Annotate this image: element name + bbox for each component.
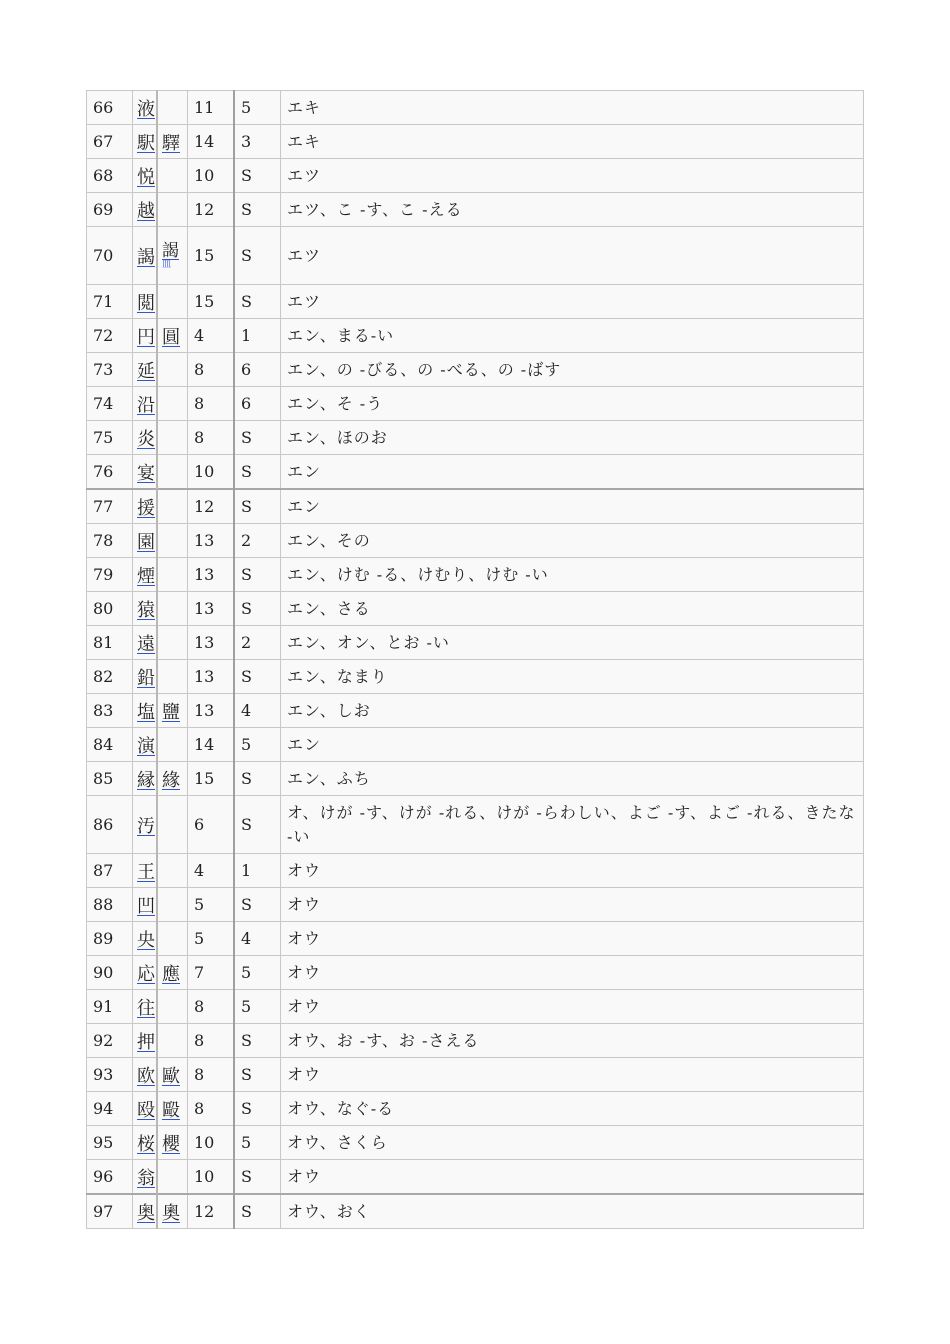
old-form-cell (157, 489, 188, 524)
grade: 4 (234, 694, 281, 728)
stroke-count: 7 (188, 956, 235, 990)
old-form-cell (157, 626, 188, 660)
kanji-link[interactable]: 液 (137, 98, 155, 120)
kanji-link[interactable]: 宴 (137, 462, 155, 484)
grade: 5 (234, 728, 281, 762)
old-form-cell (157, 660, 188, 694)
readings: エツ、こ -す、こ -える (281, 193, 864, 227)
grade: S (234, 558, 281, 592)
readings: オ、けが -す、けが -れる、けが -らわしい、よご -す、よご -れる、きたな -い (281, 796, 864, 854)
stroke-count: 12 (188, 489, 235, 524)
table-row (87, 888, 864, 922)
table-row (87, 91, 864, 125)
table-row (87, 353, 864, 387)
kanji-link[interactable]: 駅 (137, 132, 155, 154)
grade: S (234, 421, 281, 455)
old-form-cell (157, 421, 188, 455)
old-form-cell (157, 1126, 188, 1160)
kanji-cell (133, 762, 158, 796)
kanji-link[interactable]: 遠 (137, 633, 155, 655)
table-row (87, 694, 864, 728)
table-row (87, 1160, 864, 1195)
old-form-cell (157, 524, 188, 558)
stroke-count: 12 (188, 193, 235, 227)
readings: エン、しお (281, 694, 864, 728)
readings: エキ (281, 125, 864, 159)
row-number: 89 (87, 922, 133, 956)
kanji-link[interactable]: 園 (137, 531, 155, 553)
old-form-cell (157, 387, 188, 421)
grade: S (234, 285, 281, 319)
grade: S (234, 796, 281, 854)
row-number: 86 (87, 796, 133, 854)
stroke-count: 13 (188, 626, 235, 660)
kanji-cell (133, 489, 158, 524)
table-row (87, 227, 864, 285)
table-row (87, 387, 864, 421)
kanji-link[interactable]: 煙 (137, 565, 155, 587)
kanji-cell (133, 1092, 158, 1126)
kanji-cell (133, 159, 158, 193)
table-row (87, 854, 864, 888)
kanji-link[interactable]: 桜 (137, 1133, 155, 1155)
kanji-link[interactable]: 沿 (137, 394, 155, 416)
table-row (87, 796, 864, 854)
grade: 1 (234, 319, 281, 353)
kanji-cell (133, 854, 158, 888)
readings: エン、そ -う (281, 387, 864, 421)
kanji-cell (133, 319, 158, 353)
kanji-link[interactable]: 汚 (137, 815, 155, 837)
stroke-count: 13 (188, 558, 235, 592)
kanji-link[interactable]: 鉛 (137, 667, 155, 689)
old-form-kanji-link[interactable]: 圓 (162, 326, 180, 348)
table-row (87, 1058, 864, 1092)
readings: エン、けむ -る、けむり、けむ -い (281, 558, 864, 592)
row-number: 74 (87, 387, 133, 421)
readings: エン、まる-い (281, 319, 864, 353)
grade: S (234, 1058, 281, 1092)
old-form-kanji-link[interactable]: 應 (162, 963, 180, 985)
stroke-count: 14 (188, 728, 235, 762)
readings: エン、ほのお (281, 421, 864, 455)
table-row (87, 558, 864, 592)
kanji-link[interactable]: 猿 (137, 599, 155, 621)
old-form-cell (157, 159, 188, 193)
grade: S (234, 227, 281, 285)
old-form-kanji-link[interactable]: 奧 (162, 1202, 180, 1224)
table-row (87, 592, 864, 626)
grade: 6 (234, 387, 281, 421)
grade: 6 (234, 353, 281, 387)
stroke-count: 8 (188, 1092, 235, 1126)
readings: オウ、おく (281, 1194, 864, 1229)
grade: 2 (234, 626, 281, 660)
table-row (87, 1092, 864, 1126)
kanji-cell (133, 1194, 158, 1229)
table-row (87, 922, 864, 956)
stroke-count: 8 (188, 1024, 235, 1058)
kanji-link[interactable]: 殴 (137, 1099, 155, 1121)
old-form-cell (157, 796, 188, 854)
kanji-cell (133, 888, 158, 922)
kanji-table (86, 90, 864, 1229)
kanji-cell (133, 660, 158, 694)
kanji-cell (133, 1126, 158, 1160)
grade: S (234, 489, 281, 524)
stroke-count: 8 (188, 387, 235, 421)
grade: 4 (234, 922, 281, 956)
row-number: 94 (87, 1092, 133, 1126)
grade: S (234, 762, 281, 796)
row-number: 70 (87, 227, 133, 285)
row-number: 76 (87, 455, 133, 490)
row-number: 80 (87, 592, 133, 626)
old-form-kanji-link[interactable]: 櫻 (162, 1133, 180, 1155)
readings: エキ (281, 91, 864, 125)
readings: エン、オン、とお -い (281, 626, 864, 660)
kanji-cell (133, 524, 158, 558)
stroke-count: 13 (188, 660, 235, 694)
kanji-link[interactable]: 延 (137, 360, 155, 382)
stroke-count: 13 (188, 694, 235, 728)
old-form-kanji-link[interactable]: 謁 (162, 241, 179, 261)
table-row (87, 728, 864, 762)
grade: 5 (234, 91, 281, 125)
row-number: 82 (87, 660, 133, 694)
stroke-count: 4 (188, 854, 235, 888)
kanji-cell (133, 694, 158, 728)
table-row (87, 125, 864, 159)
kanji-cell (133, 1024, 158, 1058)
old-form-cell (157, 694, 188, 728)
stroke-count: 10 (188, 1126, 235, 1160)
row-number: 92 (87, 1024, 133, 1058)
old-form-kanji-link[interactable]: 緣 (162, 769, 180, 791)
kanji-cell (133, 91, 158, 125)
table-row (87, 626, 864, 660)
table-row (87, 421, 864, 455)
readings: オウ (281, 854, 864, 888)
kanji-cell (133, 626, 158, 660)
old-form-cell (157, 353, 188, 387)
grade: S (234, 592, 281, 626)
kanji-cell (133, 353, 158, 387)
readings: エン、さる (281, 592, 864, 626)
kanji-link[interactable]: 円 (137, 326, 155, 348)
stroke-count: 10 (188, 455, 235, 490)
table-row (87, 1024, 864, 1058)
old-form-kanji-link[interactable]: 驛 (162, 132, 180, 154)
table-row (87, 1126, 864, 1160)
table-row (87, 489, 864, 524)
row-number: 96 (87, 1160, 133, 1195)
table-row (87, 455, 864, 490)
readings: エツ (281, 227, 864, 285)
old-form-cell (157, 319, 188, 353)
kanji-table-body (87, 91, 864, 1229)
old-form-cell (157, 1024, 188, 1058)
stroke-count: 15 (188, 285, 235, 319)
kanji-link[interactable]: 王 (137, 861, 155, 883)
kanji-cell (133, 796, 158, 854)
grade: S (234, 1092, 281, 1126)
readings: エン、ふち (281, 762, 864, 796)
stroke-count: 15 (188, 227, 235, 285)
old-form-cell (157, 558, 188, 592)
row-number: 97 (87, 1194, 133, 1229)
kanji-link[interactable]: 央 (137, 929, 155, 951)
grade: 5 (234, 990, 281, 1024)
readings: エン (281, 728, 864, 762)
readings: オウ (281, 922, 864, 956)
old-form-cell (157, 888, 188, 922)
old-form-cell (157, 922, 188, 956)
kanji-link[interactable]: 援 (137, 497, 155, 519)
readings: オウ、お -す、お -さえる (281, 1024, 864, 1058)
kanji-cell (133, 558, 158, 592)
kanji-cell (133, 592, 158, 626)
row-number: 91 (87, 990, 133, 1024)
old-form-kanji-link[interactable]: 毆 (162, 1099, 180, 1121)
stroke-count: 10 (188, 159, 235, 193)
old-form-cell (157, 1194, 188, 1229)
kanji-link[interactable]: 塩 (137, 701, 155, 723)
row-number: 75 (87, 421, 133, 455)
row-number: 73 (87, 353, 133, 387)
kanji-cell (133, 922, 158, 956)
table-row (87, 956, 864, 990)
grade: 5 (234, 1126, 281, 1160)
old-form-cell (157, 956, 188, 990)
readings: オウ (281, 990, 864, 1024)
kanji-cell (133, 728, 158, 762)
row-number: 87 (87, 854, 133, 888)
readings: エン (281, 455, 864, 490)
stroke-count: 8 (188, 990, 235, 1024)
stroke-count: 11 (188, 91, 235, 125)
readings: オウ、さくら (281, 1126, 864, 1160)
old-form-cell (157, 227, 188, 285)
kanji-link[interactable]: 悦 (137, 166, 155, 188)
readings: エン、なまり (281, 660, 864, 694)
readings: エン、その (281, 524, 864, 558)
row-number: 67 (87, 125, 133, 159)
row-number: 77 (87, 489, 133, 524)
row-number: 83 (87, 694, 133, 728)
table-row (87, 762, 864, 796)
grade: S (234, 193, 281, 227)
kanji-link[interactable]: 応 (137, 963, 155, 985)
readings: エツ (281, 285, 864, 319)
row-number: 90 (87, 956, 133, 990)
kanji-link[interactable]: 演 (137, 735, 155, 757)
stroke-count: 6 (188, 796, 235, 854)
old-form-cell (157, 91, 188, 125)
old-form-cell (157, 125, 188, 159)
kanji-cell (133, 1160, 158, 1195)
readings: オウ (281, 956, 864, 990)
readings: オウ (281, 1160, 864, 1195)
table-row (87, 524, 864, 558)
old-form-cell (157, 728, 188, 762)
grade: S (234, 455, 281, 490)
kanji-cell (133, 285, 158, 319)
row-number: 71 (87, 285, 133, 319)
old-form-kanji-link[interactable]: 歐 (162, 1065, 180, 1087)
grade: 2 (234, 524, 281, 558)
kanji-cell (133, 125, 158, 159)
readings: オウ (281, 1058, 864, 1092)
row-number: 78 (87, 524, 133, 558)
old-form-cell (157, 285, 188, 319)
readings: エツ (281, 159, 864, 193)
old-form-kanji-link[interactable]: 鹽 (162, 701, 180, 723)
kanji-link[interactable]: 縁 (137, 769, 155, 791)
grade: S (234, 888, 281, 922)
stroke-count: 8 (188, 421, 235, 455)
stroke-count: 15 (188, 762, 235, 796)
table-row (87, 159, 864, 193)
kanji-link[interactable]: 炎 (137, 428, 155, 450)
grade: S (234, 159, 281, 193)
row-number: 68 (87, 159, 133, 193)
grade: S (234, 1194, 281, 1229)
kanji-cell (133, 387, 158, 421)
old-form-cell (157, 193, 188, 227)
grade: 1 (234, 854, 281, 888)
kanji-link[interactable]: 謁 (137, 246, 155, 268)
table-row (87, 990, 864, 1024)
table-row (87, 193, 864, 227)
row-number: 66 (87, 91, 133, 125)
stroke-count: 8 (188, 1058, 235, 1092)
kanji-link[interactable]: 欧 (137, 1065, 155, 1087)
old-form-cell (157, 762, 188, 796)
stroke-count: 13 (188, 592, 235, 626)
kanji-cell (133, 990, 158, 1024)
kanji-link[interactable]: 奥 (137, 1202, 155, 1224)
kanji-link[interactable]: 押 (137, 1031, 155, 1053)
stroke-count: 13 (188, 524, 235, 558)
old-form-cell (157, 1160, 188, 1195)
stroke-count: 12 (188, 1194, 235, 1229)
grade: S (234, 1160, 281, 1195)
old-form-cell (157, 455, 188, 490)
stroke-count: 10 (188, 1160, 235, 1195)
table-row (87, 319, 864, 353)
stroke-count: 5 (188, 922, 235, 956)
readings: エン (281, 489, 864, 524)
table-row (87, 1194, 864, 1229)
readings: オウ、なぐ-る (281, 1092, 864, 1126)
kanji-cell (133, 193, 158, 227)
grade: 5 (234, 956, 281, 990)
row-number: 79 (87, 558, 133, 592)
old-form-cell (157, 592, 188, 626)
kanji-link[interactable]: 往 (137, 997, 155, 1019)
grade: S (234, 1024, 281, 1058)
old-form-note[interactable]: 皿 (162, 260, 172, 270)
row-number: 95 (87, 1126, 133, 1160)
stroke-count: 5 (188, 888, 235, 922)
row-number: 81 (87, 626, 133, 660)
table-row (87, 660, 864, 694)
kanji-cell (133, 1058, 158, 1092)
kanji-cell (133, 455, 158, 490)
row-number: 93 (87, 1058, 133, 1092)
kanji-link[interactable]: 越 (137, 200, 155, 222)
readings: エン、の -びる、の -べる、の -ばす (281, 353, 864, 387)
kanji-cell (133, 421, 158, 455)
kanji-link[interactable]: 翁 (137, 1167, 155, 1189)
grade: 3 (234, 125, 281, 159)
kanji-cell (133, 227, 158, 285)
row-number: 72 (87, 319, 133, 353)
row-number: 84 (87, 728, 133, 762)
stroke-count: 8 (188, 353, 235, 387)
old-form-cell (157, 1092, 188, 1126)
stroke-count: 14 (188, 125, 235, 159)
readings: オウ (281, 888, 864, 922)
old-form-cell (157, 990, 188, 1024)
row-number: 69 (87, 193, 133, 227)
stroke-count: 4 (188, 319, 235, 353)
row-number: 85 (87, 762, 133, 796)
kanji-link[interactable]: 凹 (137, 895, 155, 917)
kanji-cell (133, 956, 158, 990)
table-row (87, 285, 864, 319)
row-number: 88 (87, 888, 133, 922)
old-form-cell (157, 854, 188, 888)
old-form-cell (157, 1058, 188, 1092)
grade: S (234, 660, 281, 694)
kanji-link[interactable]: 閲 (137, 292, 155, 314)
